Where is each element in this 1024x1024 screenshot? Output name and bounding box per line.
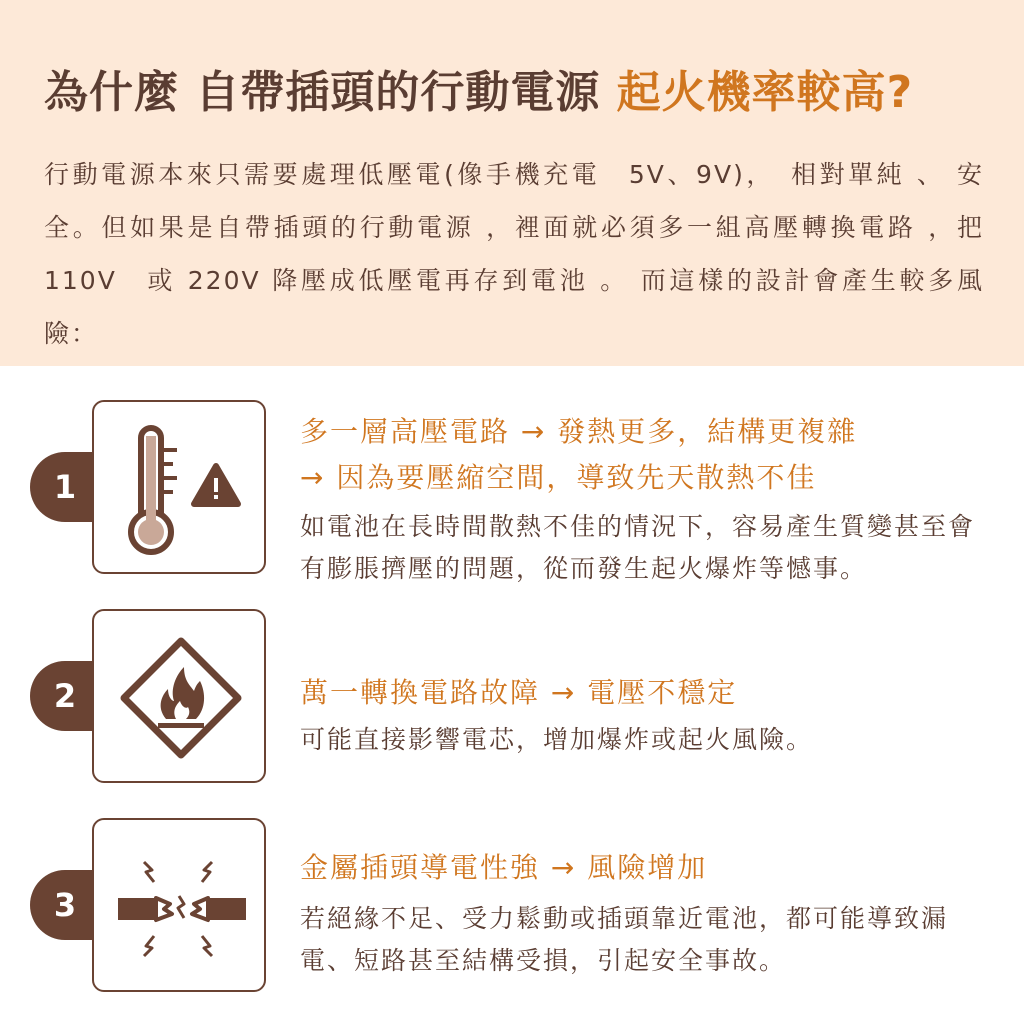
item-heading-1: 金屬插頭導電性強 → 風險增加 (300, 851, 708, 884)
item-body: 可能直接影響電芯，增加爆炸或起火風險。 (300, 725, 814, 754)
item-body: 如電池在長時間散熱不佳的情況下，容易產生質變甚至會有膨脹擠壓的問題，從而發生起火爆炸等憾事。 (300, 512, 976, 583)
item-number-badge: 3 (30, 870, 100, 940)
item-body: 若絕緣不足、受力鬆動或插頭靠近電池，都可能導致漏電、短路甚至結構受損，引起安全事故。 (300, 904, 949, 975)
icon-frame (92, 818, 266, 992)
icon-frame (92, 400, 266, 574)
title-highlight: 起火機率較高? (616, 67, 914, 118)
intro-paragraph: 行動電源本來只需要處理低壓電(像手機充電 5V、9V)， 相對單純 、 安全。但如果是自帶插頭的行動電源 ，裡面就必須多一組高壓轉換電路 ，把 110V 或 220V 降壓成低壓電再存到電池 。 而這樣的設計會產生較多風險： (44, 160, 984, 348)
item-heading-1: 多一層高壓電路 → 發熱更多，結構更複雜 (300, 415, 858, 448)
item-number-badge: 2 (30, 661, 100, 731)
flammable-hazard-icon (94, 611, 268, 785)
item-heading-2: → 因為要壓縮空間，導致先天散熱不佳 (300, 461, 817, 494)
broken-cable-sparks-icon (94, 820, 268, 994)
thermometer-warning-icon (94, 402, 268, 576)
icon-frame (92, 609, 266, 783)
page-title (44, 56, 913, 120)
header-panel (0, 0, 1024, 366)
title-main: 為什麼 自帶插頭的行動電源 (44, 67, 617, 118)
item-number-badge: 1 (30, 452, 100, 522)
item-heading-1: 萬一轉換電路故障 → 電壓不穩定 (300, 676, 738, 709)
